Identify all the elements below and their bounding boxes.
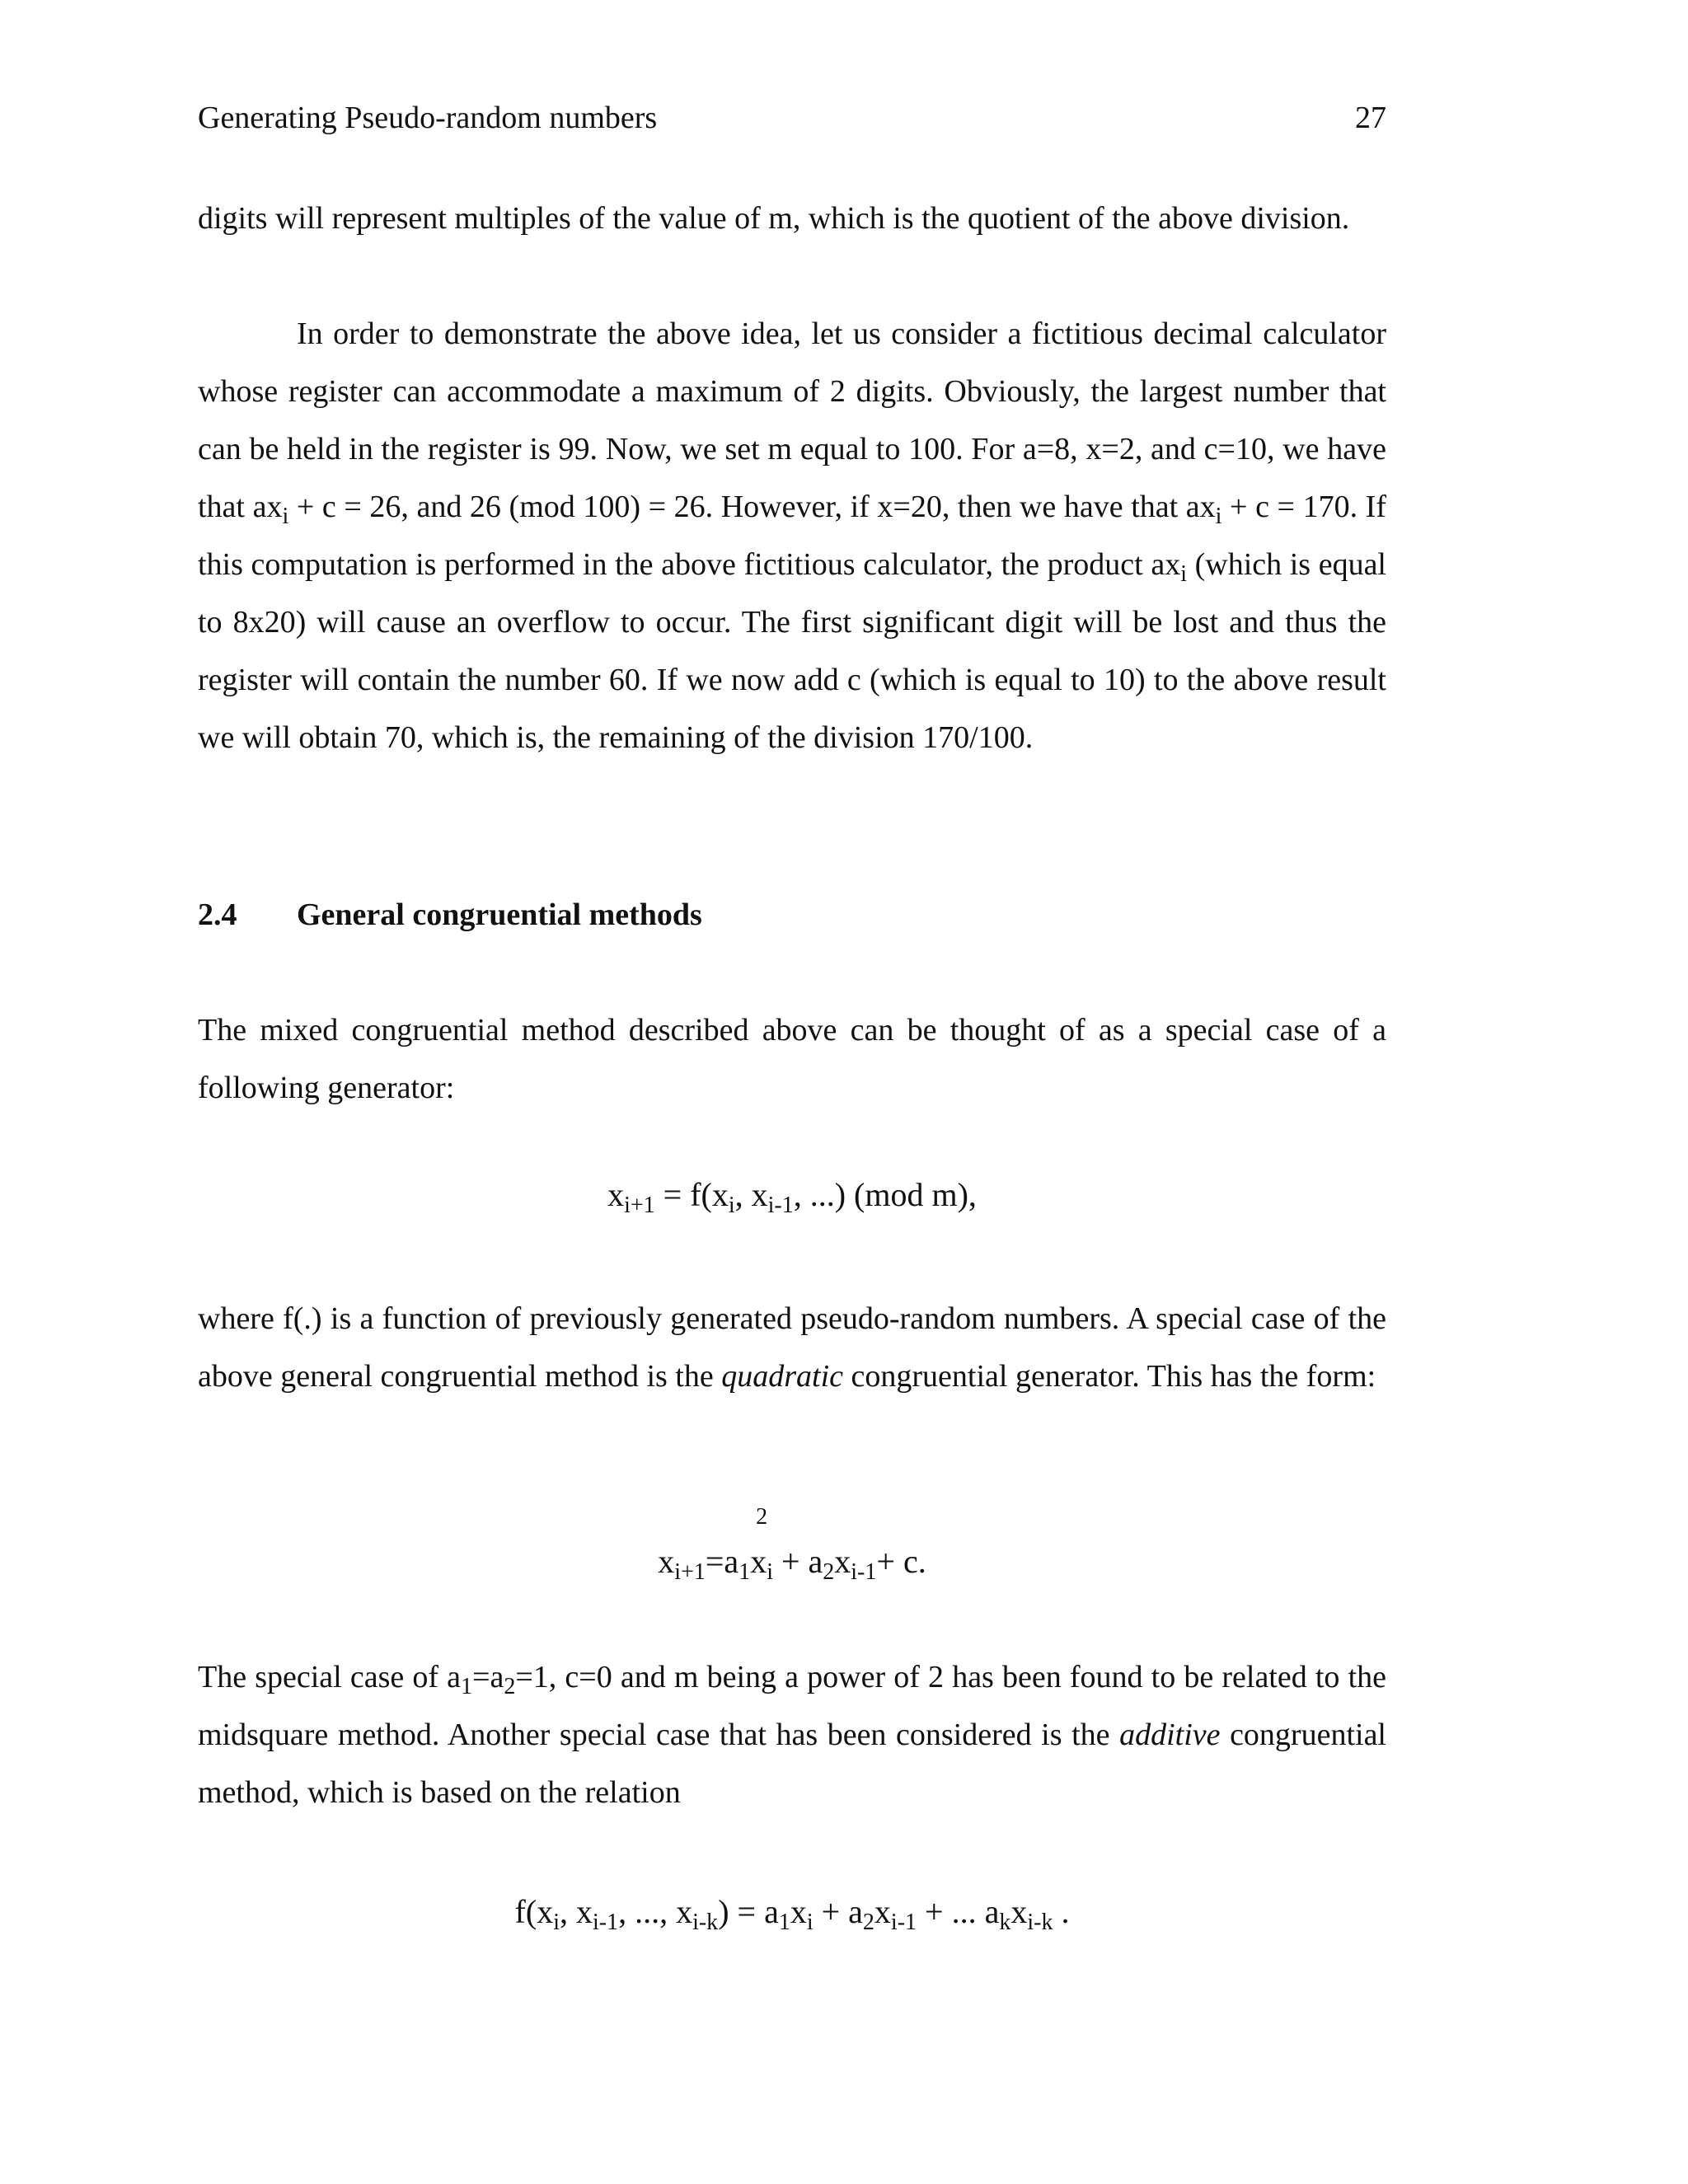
eq-term: x (658, 1543, 675, 1580)
eq-subscript: i+1 (674, 1559, 706, 1585)
eq-subscript: i (553, 1910, 560, 1935)
eq-term: x (1010, 1893, 1028, 1930)
section-heading (198, 890, 1386, 940)
eq-subscript: i+1 (624, 1193, 655, 1218)
eq-term: x (790, 1893, 807, 1930)
text-run: + c = 170. If this computation is performed in the above fictitious calculator, the product ax (198, 490, 1386, 582)
eq-term: x (750, 1543, 767, 1580)
subscript: 2 (504, 1674, 516, 1699)
subscript: i (1215, 504, 1222, 529)
running-title: Generating Pseudo-random numbers (198, 101, 658, 135)
eq-subscript: i-1 (851, 1559, 877, 1585)
paragraph-continuation: digits will represent multiples of the value of m, which is the quotient of the above division. (198, 201, 1350, 236)
text-run: The special case of a (198, 1660, 462, 1694)
eq-stacked-term (750, 1504, 773, 1586)
equation-general-generator (198, 1170, 1386, 1220)
subscript: i (282, 504, 289, 529)
eq-subscript: i (728, 1193, 735, 1218)
eq-subscript: i-k (1027, 1910, 1053, 1935)
running-header (198, 97, 1386, 138)
eq-term: . (1053, 1893, 1070, 1930)
eq-subscript: k (999, 1910, 1011, 1935)
eq-subscript: 2 (862, 1910, 874, 1935)
paragraph-mixed-method: The mixed congruential method described above can be thought of as a special case of a following generator: (198, 1013, 1386, 1105)
paragraph-quadratic (198, 1290, 1386, 1405)
emphasis: additive (1119, 1718, 1221, 1752)
eq-subscript: i-1 (592, 1910, 619, 1935)
emphasis: quadratic (721, 1359, 844, 1394)
eq-subscript: i (806, 1910, 814, 1935)
eq-term: + c. (876, 1543, 926, 1580)
eq-subscript: i-1 (890, 1910, 917, 1935)
equation-quadratic (198, 1504, 1386, 1586)
eq-term: ) = a (718, 1893, 779, 1930)
eq-term: x (834, 1543, 851, 1580)
eq-subscript: 2 (823, 1559, 835, 1585)
eq-term: + ... a (917, 1893, 1000, 1930)
section-title: General congruential methods (297, 898, 702, 932)
text-run: (which is equal to 8x20) will cause an overflow to occur. The first significant digit will be lost and thus the register will contain the number 60. If we now add c (which is equal to 10) to the above result we will obtain 70, which is, the remaining of the division 170/100. (198, 547, 1386, 755)
eq-term: , x (559, 1893, 593, 1930)
eq-subscript: i-1 (767, 1193, 794, 1218)
eq-subscript: i-k (692, 1910, 719, 1935)
eq-term: + a (772, 1543, 823, 1580)
eq-subscript: 1 (738, 1559, 751, 1585)
eq-term: =a (705, 1543, 739, 1580)
text-run: In order to demonstrate the above idea, let us consider a fictitious decimal calculator whose register can accommodate a maximum of 2 digits. Obviously, the largest number that can be held in the register is 99. Now, we set m equal to 100. For a=8, x=2, and c=10, we have that ax (198, 316, 1386, 524)
text-run: + c = 26, and 26 (mod 100) = 26. However, if x=20, then we have that ax (288, 490, 1216, 524)
section-number: 2.4 (198, 898, 237, 932)
eq-superscript: 2 (756, 1504, 768, 1530)
subscript: i (1180, 561, 1187, 587)
eq-term: , x (734, 1176, 768, 1213)
page-number: 27 (1355, 101, 1386, 135)
eq-term: , ...) (mod m), (793, 1176, 977, 1213)
eq-term: f(x (514, 1893, 554, 1930)
eq-term: = f(x (654, 1176, 729, 1213)
eq-term: + a (813, 1893, 863, 1930)
eq-term: x (607, 1176, 625, 1213)
text-run: =1, c=0 and m being a power of 2 has been found to be related to the midsquare method. Another special case that has been considered is the (198, 1660, 1386, 1752)
text-run: where f(.) is a function of previously generated pseudo-random numbers. A special case of the above general congruential method is the (198, 1301, 1386, 1394)
equation-additive (198, 1887, 1386, 1937)
text-run: congruential method, which is based on the relation (198, 1718, 1386, 1810)
eq-subscript: 1 (778, 1910, 790, 1935)
eq-term: , ..., x (618, 1893, 693, 1930)
subscript: 1 (461, 1674, 473, 1699)
eq-subscript: i (767, 1559, 773, 1585)
eq-term: x (874, 1893, 891, 1930)
text-run: congruential generator. This has the form: (843, 1359, 1376, 1394)
paragraph-special-case (198, 1648, 1386, 1821)
text-run: =a (472, 1660, 504, 1694)
paragraph-calculator-example (198, 305, 1386, 766)
